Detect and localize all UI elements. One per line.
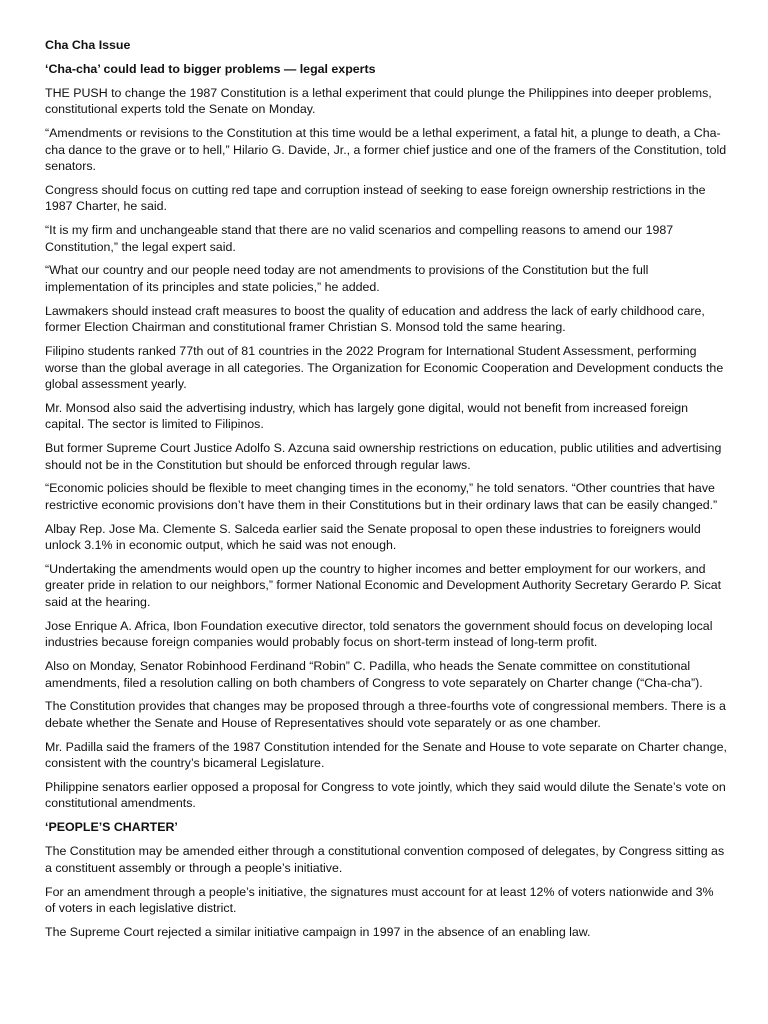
body-paragraph: Mr. Monsod also said the advertising industry, which has largely gone digital, would not benefit from increased foreign capital. The sector is limited to Filipinos. xyxy=(45,400,689,432)
body-paragraph: “Amendments or revisions to the Constitution at this time would be a lethal experiment, a fatal hit, a plunge to death, a Cha-cha dance to the grave or to hell,” Hilario G. Davide, Jr., a former chief justice and one of the framers of the Constitution, told senators. xyxy=(45,126,727,173)
body-paragraph: “It is my firm and unchangeable stand that there are no valid scenarios and compelling reasons to amend our 1987 Constitution,” the legal expert said. xyxy=(45,223,674,254)
section-label: Cha Cha Issue xyxy=(45,38,131,52)
body-paragraph: Also on Monday, Senator Robinhood Ferdinand “Robin” C. Padilla, who heads the Senate committee on constitutional amendments, filed a resolution calling on both chambers of Congress to vote separately on Charter change (“Cha-cha”). xyxy=(45,659,703,690)
body-paragraph: Filipino students ranked 77th out of 81 countries in the 2022 Program for International Student Assessment, performing worse than the global average in all categories. The Organization for Economic Cooperation and Development conducts the global assessment yearly. xyxy=(45,344,724,391)
body-paragraph: Congress should focus on cutting red tape and corruption instead of seeking to ease foreign ownership restrictions in the 1987 Charter, he said. xyxy=(45,182,706,214)
body-paragraph: The Constitution may be amended either through a constitutional convention composed of delegates, by Congress sitting as a constituent assembly or through a people’s initiative. xyxy=(45,844,725,875)
body-paragraph: But former Supreme Court Justice Adolfo S. Azcuna said ownership restrictions on education, public utilities and advertising should not be in the Constitution but should be enforced through regular laws. xyxy=(45,441,722,472)
body-paragraph: The Constitution provides that changes may be proposed through a three-fourths vote of congressional members. There is a debate whether the Senate and House of Representatives should vote separately or as one chamber. xyxy=(45,699,726,730)
subheading: ‘PEOPLE’S CHARTER’ xyxy=(45,820,178,835)
body-paragraph: “What our country and our people need today are not amendments to provisions of the Constitution but the full implementation of its principles and state policies,” he added. xyxy=(45,263,649,294)
body-paragraph: Lawmakers should instead craft measures to boost the quality of education and address the lack of early childhood care, former Election Chairman and constitutional framer Christian S. Monsod told the same hearing. xyxy=(45,303,705,335)
body-paragraph: “Undertaking the amendments would open up the country to higher incomes and better employment for our workers, and greater pride in relation to our neighbors,” former National Economic and Development Authority Secretary Gerardo P. Sicat said at the hearing. xyxy=(45,562,722,609)
body-paragraph: The Supreme Court rejected a similar initiative campaign in 1997 in the absence of an enabling law. xyxy=(45,924,591,939)
body-paragraph: “Economic policies should be flexible to meet changing times in the economy,” he told senators. “Other countries that have restrictive economic provisions don’t have them in their Constitutions but in their ordinary laws that can be easily changed.” xyxy=(45,481,718,512)
document-page xyxy=(45,37,727,948)
body-paragraph: Mr. Padilla said the framers of the 1987 Constitution intended for the Senate and House to vote separate on Charter change, consistent with the country’s bicameral Legislature. xyxy=(45,739,727,771)
body-paragraph: Albay Rep. Jose Ma. Clemente S. Salceda earlier said the Senate proposal to open these industries to foreigners would unlock 3.1% in economic output, which he said was not enough. xyxy=(45,521,701,553)
body-paragraph: For an amendment through a people’s initiative, the signatures must account for at least 12% of voters nationwide and 3% of voters in each legislative district. xyxy=(45,884,714,915)
body-paragraph: Jose Enrique A. Africa, Ibon Foundation executive director, told senators the government should focus on developing local industries because foreign companies would probably focus on short-term instead of long-term profit. xyxy=(45,618,713,650)
headline: ‘Cha-cha’ could lead to bigger problems — legal experts xyxy=(45,61,376,76)
body-paragraph: Philippine senators earlier opposed a proposal for Congress to vote jointly, which they said would dilute the Senate’s vote on constitutional amendments. xyxy=(45,780,726,811)
body-paragraph: THE PUSH to change the 1987 Constitution is a lethal experiment that could plunge the Philippines into deeper problems, constitutional experts told the Senate on Monday. xyxy=(45,85,712,117)
